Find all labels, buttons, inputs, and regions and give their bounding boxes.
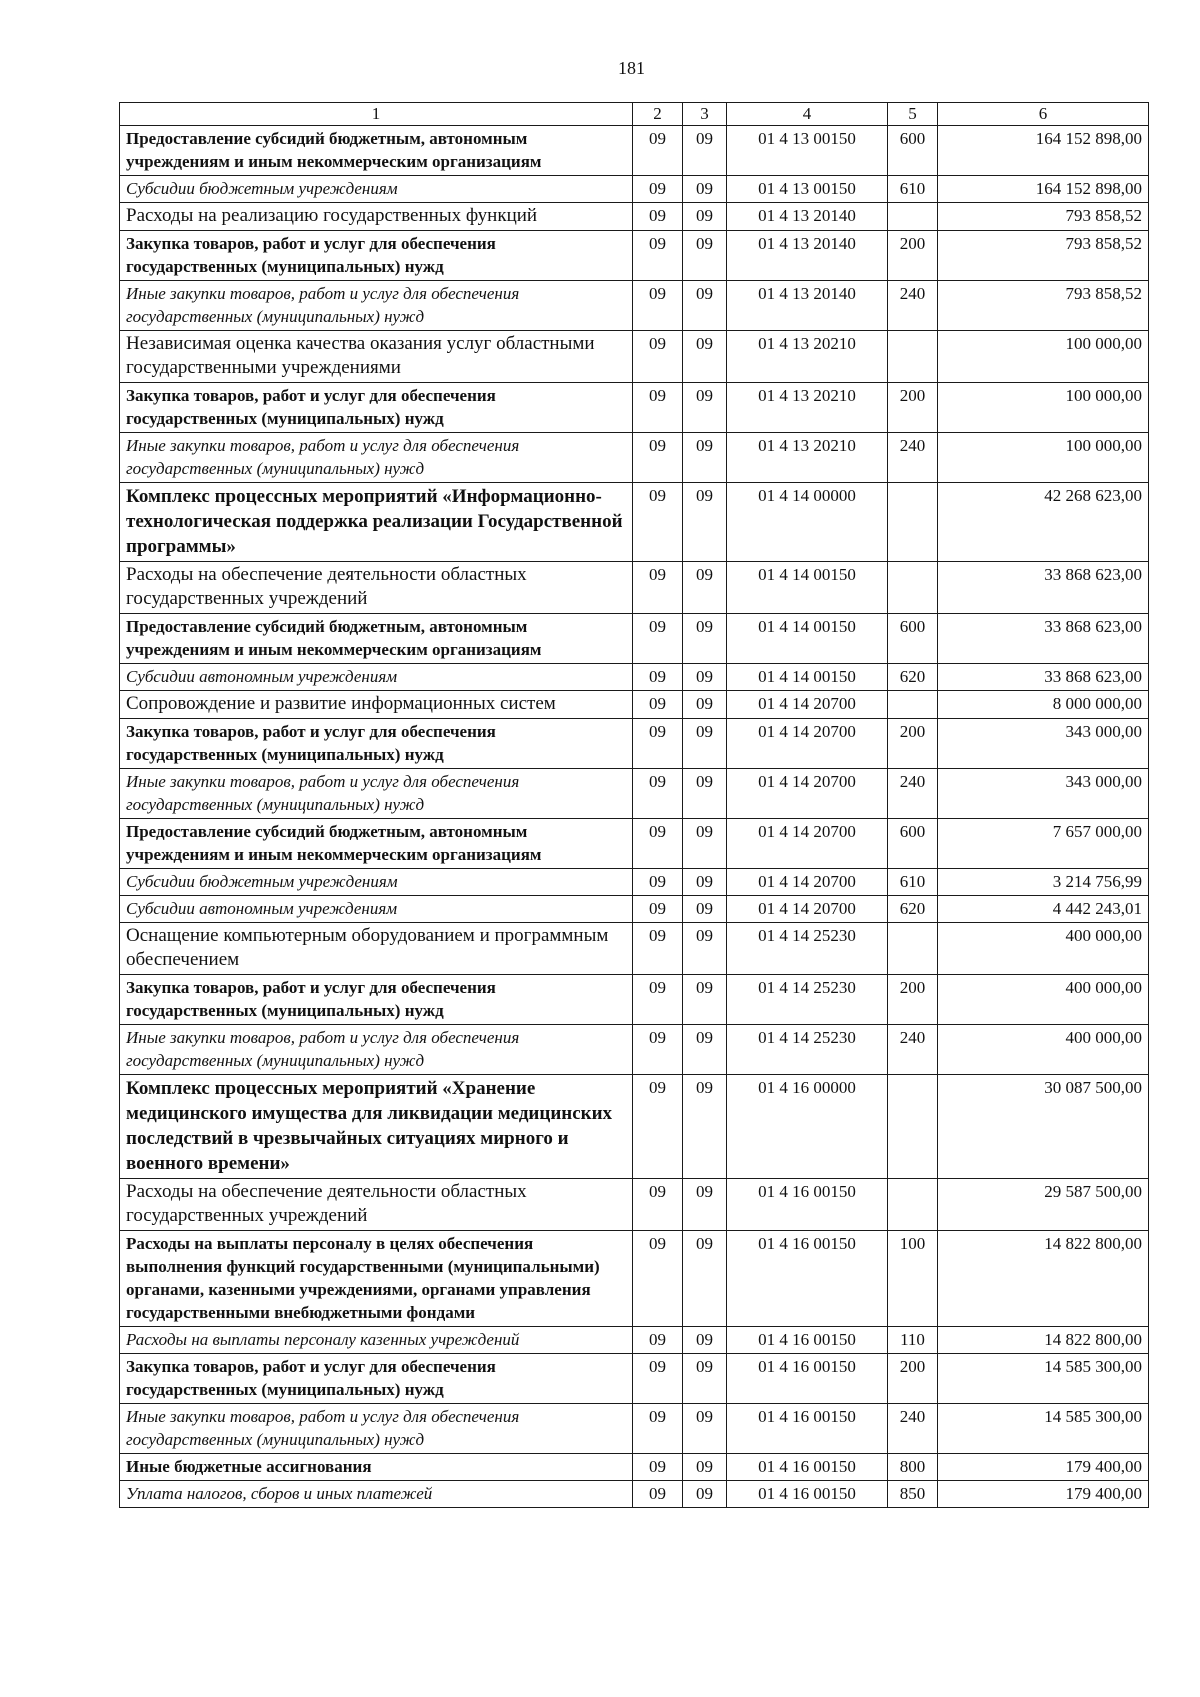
row-subsection: 09 xyxy=(683,1404,727,1454)
row-section: 09 xyxy=(633,975,683,1025)
row-expense-type: 600 xyxy=(888,126,938,176)
row-amount: 164 152 898,00 xyxy=(938,126,1149,176)
row-subsection: 09 xyxy=(683,896,727,923)
row-subsection: 09 xyxy=(683,819,727,869)
row-target-code: 01 4 14 00000 xyxy=(727,483,888,562)
row-section: 09 xyxy=(633,1354,683,1404)
row-name: Предоставление субсидий бюджетным, автономным учреждениям и иным некоммерческим организациям xyxy=(120,126,633,176)
row-section: 09 xyxy=(633,1404,683,1454)
row-amount: 33 868 623,00 xyxy=(938,614,1149,664)
row-section: 09 xyxy=(633,383,683,433)
column-header-2: 2 xyxy=(633,103,683,126)
row-target-code: 01 4 16 00150 xyxy=(727,1179,888,1231)
row-expense-type xyxy=(888,203,938,231)
column-header-3: 3 xyxy=(683,103,727,126)
row-name: Субсидии бюджетным учреждениям xyxy=(120,176,633,203)
row-amount: 14 822 800,00 xyxy=(938,1231,1149,1327)
row-expense-type: 200 xyxy=(888,975,938,1025)
row-amount: 793 858,52 xyxy=(938,231,1149,281)
row-target-code: 01 4 14 00150 xyxy=(727,614,888,664)
row-subsection: 09 xyxy=(683,1231,727,1327)
table-row xyxy=(120,719,1149,769)
row-name: Расходы на выплаты персоналу в целях обеспечения выполнения функций государственными (муниципальными) органами, казенными учреждениями, органами управления государственными внебюджетными фондами xyxy=(120,1231,633,1327)
row-target-code: 01 4 14 20700 xyxy=(727,719,888,769)
row-target-code: 01 4 14 20700 xyxy=(727,896,888,923)
row-section: 09 xyxy=(633,281,683,331)
row-amount: 343 000,00 xyxy=(938,769,1149,819)
row-subsection: 09 xyxy=(683,231,727,281)
table-row xyxy=(120,1327,1149,1354)
row-section: 09 xyxy=(633,1025,683,1075)
row-subsection: 09 xyxy=(683,664,727,691)
row-expense-type xyxy=(888,691,938,719)
row-name: Расходы на реализацию государственных функций xyxy=(120,203,633,231)
row-target-code: 01 4 13 00150 xyxy=(727,176,888,203)
row-subsection: 09 xyxy=(683,1481,727,1508)
row-section: 09 xyxy=(633,433,683,483)
row-amount: 29 587 500,00 xyxy=(938,1179,1149,1231)
row-name: Закупка товаров, работ и услуг для обеспечения государственных (муниципальных) нужд xyxy=(120,1354,633,1404)
table-row xyxy=(120,869,1149,896)
row-section: 09 xyxy=(633,819,683,869)
row-section: 09 xyxy=(633,896,683,923)
row-target-code: 01 4 14 25230 xyxy=(727,1025,888,1075)
row-expense-type: 610 xyxy=(888,176,938,203)
row-target-code: 01 4 14 20700 xyxy=(727,691,888,719)
row-section: 09 xyxy=(633,126,683,176)
row-subsection: 09 xyxy=(683,176,727,203)
table-row xyxy=(120,203,1149,231)
table-row xyxy=(120,126,1149,176)
row-name: Предоставление субсидий бюджетным, автономным учреждениям и иным некоммерческим организациям xyxy=(120,819,633,869)
row-name: Расходы на выплаты персоналу казенных учреждений xyxy=(120,1327,633,1354)
row-target-code: 01 4 14 20700 xyxy=(727,819,888,869)
row-amount: 8 000 000,00 xyxy=(938,691,1149,719)
row-expense-type: 110 xyxy=(888,1327,938,1354)
row-expense-type: 850 xyxy=(888,1481,938,1508)
row-target-code: 01 4 13 20140 xyxy=(727,203,888,231)
row-expense-type: 600 xyxy=(888,614,938,664)
table-row xyxy=(120,383,1149,433)
row-amount: 793 858,52 xyxy=(938,281,1149,331)
table-row xyxy=(120,923,1149,975)
table-row xyxy=(120,1481,1149,1508)
table-row xyxy=(120,975,1149,1025)
row-expense-type xyxy=(888,331,938,383)
column-header-5: 5 xyxy=(888,103,938,126)
row-target-code: 01 4 14 20700 xyxy=(727,869,888,896)
row-expense-type xyxy=(888,923,938,975)
budget-table xyxy=(119,102,1149,1508)
row-name: Предоставление субсидий бюджетным, автономным учреждениям и иным некоммерческим организациям xyxy=(120,614,633,664)
header-row xyxy=(120,103,1149,126)
row-name: Иные бюджетные ассигнования xyxy=(120,1454,633,1481)
row-name: Иные закупки товаров, работ и услуг для обеспечения государственных (муниципальных) нужд xyxy=(120,433,633,483)
row-expense-type: 800 xyxy=(888,1454,938,1481)
row-name: Иные закупки товаров, работ и услуг для обеспечения государственных (муниципальных) нужд xyxy=(120,1404,633,1454)
row-subsection: 09 xyxy=(683,1075,727,1179)
row-section: 09 xyxy=(633,923,683,975)
row-target-code: 01 4 13 20140 xyxy=(727,231,888,281)
row-expense-type: 240 xyxy=(888,769,938,819)
row-section: 09 xyxy=(633,483,683,562)
row-name: Независимая оценка качества оказания услуг областными государственными учреждениями xyxy=(120,331,633,383)
row-target-code: 01 4 16 00150 xyxy=(727,1327,888,1354)
row-expense-type xyxy=(888,1179,938,1231)
row-amount: 4 442 243,01 xyxy=(938,896,1149,923)
row-section: 09 xyxy=(633,719,683,769)
row-name: Закупка товаров, работ и услуг для обеспечения государственных (муниципальных) нужд xyxy=(120,383,633,433)
row-section: 09 xyxy=(633,331,683,383)
row-amount: 30 087 500,00 xyxy=(938,1075,1149,1179)
table-row xyxy=(120,176,1149,203)
row-expense-type: 610 xyxy=(888,869,938,896)
row-target-code: 01 4 16 00150 xyxy=(727,1481,888,1508)
row-name: Комплекс процессных мероприятий «Хранение медицинского имущества для ликвидации медицинских последствий в чрезвычайных ситуациях мирного и военного времени» xyxy=(120,1075,633,1179)
row-expense-type: 200 xyxy=(888,1354,938,1404)
row-section: 09 xyxy=(633,614,683,664)
table-row xyxy=(120,281,1149,331)
row-amount: 179 400,00 xyxy=(938,1454,1149,1481)
row-amount: 343 000,00 xyxy=(938,719,1149,769)
row-section: 09 xyxy=(633,769,683,819)
table-row xyxy=(120,433,1149,483)
row-name: Иные закупки товаров, работ и услуг для обеспечения государственных (муниципальных) нужд xyxy=(120,281,633,331)
row-subsection: 09 xyxy=(683,869,727,896)
row-expense-type: 240 xyxy=(888,433,938,483)
row-expense-type: 600 xyxy=(888,819,938,869)
row-name: Закупка товаров, работ и услуг для обеспечения государственных (муниципальных) нужд xyxy=(120,231,633,281)
table-row xyxy=(120,614,1149,664)
row-expense-type xyxy=(888,562,938,614)
table-row xyxy=(120,1025,1149,1075)
row-target-code: 01 4 16 00150 xyxy=(727,1404,888,1454)
row-amount: 100 000,00 xyxy=(938,383,1149,433)
row-section: 09 xyxy=(633,203,683,231)
row-expense-type: 200 xyxy=(888,719,938,769)
row-expense-type: 200 xyxy=(888,383,938,433)
table-row xyxy=(120,1075,1149,1179)
row-target-code: 01 4 14 25230 xyxy=(727,975,888,1025)
row-target-code: 01 4 13 20140 xyxy=(727,281,888,331)
row-amount: 33 868 623,00 xyxy=(938,562,1149,614)
row-name: Закупка товаров, работ и услуг для обеспечения государственных (муниципальных) нужд xyxy=(120,719,633,769)
row-amount: 33 868 623,00 xyxy=(938,664,1149,691)
row-subsection: 09 xyxy=(683,126,727,176)
row-name: Комплекс процессных мероприятий «Информационно-технологическая поддержка реализации Государственной программы» xyxy=(120,483,633,562)
row-subsection: 09 xyxy=(683,1179,727,1231)
table-row xyxy=(120,664,1149,691)
row-target-code: 01 4 14 00150 xyxy=(727,562,888,614)
row-target-code: 01 4 13 20210 xyxy=(727,383,888,433)
row-subsection: 09 xyxy=(683,1454,727,1481)
table-row xyxy=(120,483,1149,562)
row-section: 09 xyxy=(633,1231,683,1327)
row-expense-type xyxy=(888,1075,938,1179)
column-header-1: 1 xyxy=(120,103,633,126)
row-name: Оснащение компьютерным оборудованием и программным обеспечением xyxy=(120,923,633,975)
row-target-code: 01 4 16 00000 xyxy=(727,1075,888,1179)
row-amount: 400 000,00 xyxy=(938,975,1149,1025)
row-subsection: 09 xyxy=(683,769,727,819)
table-row xyxy=(120,896,1149,923)
table-row xyxy=(120,1231,1149,1327)
row-name: Закупка товаров, работ и услуг для обеспечения государственных (муниципальных) нужд xyxy=(120,975,633,1025)
table-row xyxy=(120,331,1149,383)
row-subsection: 09 xyxy=(683,719,727,769)
row-expense-type: 620 xyxy=(888,664,938,691)
table-row xyxy=(120,1454,1149,1481)
row-amount: 14 585 300,00 xyxy=(938,1404,1149,1454)
row-target-code: 01 4 14 00150 xyxy=(727,664,888,691)
row-subsection: 09 xyxy=(683,923,727,975)
row-section: 09 xyxy=(633,664,683,691)
row-subsection: 09 xyxy=(683,1354,727,1404)
table-row xyxy=(120,769,1149,819)
row-amount: 3 214 756,99 xyxy=(938,869,1149,896)
row-section: 09 xyxy=(633,1327,683,1354)
row-amount: 100 000,00 xyxy=(938,331,1149,383)
row-subsection: 09 xyxy=(683,433,727,483)
row-amount: 400 000,00 xyxy=(938,923,1149,975)
row-subsection: 09 xyxy=(683,1025,727,1075)
row-subsection: 09 xyxy=(683,1327,727,1354)
table-row xyxy=(120,1354,1149,1404)
row-expense-type: 620 xyxy=(888,896,938,923)
row-target-code: 01 4 13 20210 xyxy=(727,331,888,383)
row-subsection: 09 xyxy=(683,331,727,383)
row-name: Сопровождение и развитие информационных систем xyxy=(120,691,633,719)
row-target-code: 01 4 16 00150 xyxy=(727,1454,888,1481)
row-expense-type: 240 xyxy=(888,281,938,331)
row-section: 09 xyxy=(633,1075,683,1179)
row-target-code: 01 4 14 25230 xyxy=(727,923,888,975)
row-name: Субсидии автономным учреждениям xyxy=(120,896,633,923)
table-body xyxy=(120,126,1149,1508)
row-subsection: 09 xyxy=(683,614,727,664)
row-section: 09 xyxy=(633,562,683,614)
row-amount: 164 152 898,00 xyxy=(938,176,1149,203)
row-section: 09 xyxy=(633,176,683,203)
row-subsection: 09 xyxy=(683,203,727,231)
row-section: 09 xyxy=(633,869,683,896)
row-amount: 400 000,00 xyxy=(938,1025,1149,1075)
row-subsection: 09 xyxy=(683,562,727,614)
row-amount: 100 000,00 xyxy=(938,433,1149,483)
row-expense-type: 100 xyxy=(888,1231,938,1327)
row-section: 09 xyxy=(633,1481,683,1508)
column-header-6: 6 xyxy=(938,103,1149,126)
row-subsection: 09 xyxy=(683,483,727,562)
row-name: Расходы на обеспечение деятельности областных государственных учреждений xyxy=(120,562,633,614)
page-number: 181 xyxy=(618,58,645,78)
row-subsection: 09 xyxy=(683,383,727,433)
row-name: Субсидии автономным учреждениям xyxy=(120,664,633,691)
table-row xyxy=(120,1179,1149,1231)
row-target-code: 01 4 16 00150 xyxy=(727,1354,888,1404)
row-target-code: 01 4 13 20210 xyxy=(727,433,888,483)
row-name: Уплата налогов, сборов и иных платежей xyxy=(120,1481,633,1508)
row-subsection: 09 xyxy=(683,281,727,331)
row-target-code: 01 4 16 00150 xyxy=(727,1231,888,1327)
row-expense-type: 240 xyxy=(888,1404,938,1454)
row-subsection: 09 xyxy=(683,691,727,719)
column-header-4: 4 xyxy=(727,103,888,126)
row-amount: 42 268 623,00 xyxy=(938,483,1149,562)
row-name: Иные закупки товаров, работ и услуг для обеспечения государственных (муниципальных) нужд xyxy=(120,1025,633,1075)
table-row xyxy=(120,562,1149,614)
row-name: Расходы на обеспечение деятельности областных государственных учреждений xyxy=(120,1179,633,1231)
row-expense-type: 200 xyxy=(888,231,938,281)
row-amount: 793 858,52 xyxy=(938,203,1149,231)
row-section: 09 xyxy=(633,691,683,719)
row-expense-type xyxy=(888,483,938,562)
table-row xyxy=(120,819,1149,869)
row-name: Субсидии бюджетным учреждениям xyxy=(120,869,633,896)
row-subsection: 09 xyxy=(683,975,727,1025)
row-section: 09 xyxy=(633,1454,683,1481)
row-section: 09 xyxy=(633,1179,683,1231)
row-section: 09 xyxy=(633,231,683,281)
row-amount: 7 657 000,00 xyxy=(938,819,1149,869)
table-row xyxy=(120,691,1149,719)
row-name: Иные закупки товаров, работ и услуг для обеспечения государственных (муниципальных) нужд xyxy=(120,769,633,819)
row-target-code: 01 4 14 20700 xyxy=(727,769,888,819)
row-target-code: 01 4 13 00150 xyxy=(727,126,888,176)
table-row xyxy=(120,231,1149,281)
row-amount: 14 822 800,00 xyxy=(938,1327,1149,1354)
row-amount: 179 400,00 xyxy=(938,1481,1149,1508)
row-expense-type: 240 xyxy=(888,1025,938,1075)
table-row xyxy=(120,1404,1149,1454)
row-amount: 14 585 300,00 xyxy=(938,1354,1149,1404)
